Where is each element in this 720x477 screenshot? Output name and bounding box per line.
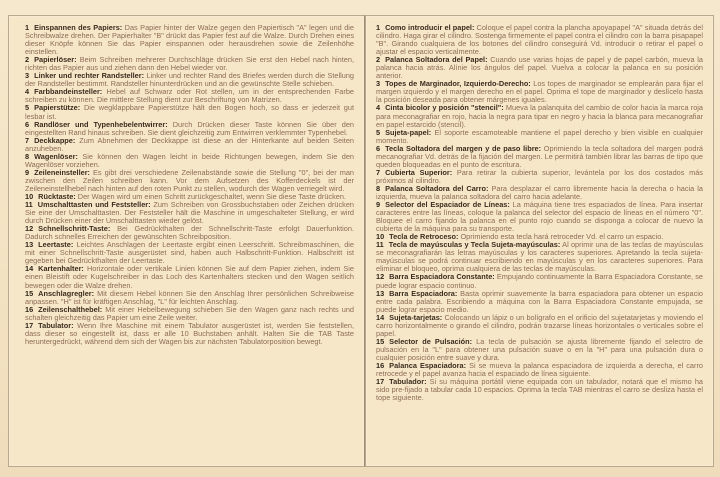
spanish-instruction-item [376, 104, 703, 128]
item-number: 6 [25, 119, 30, 129]
spanish-instructions-column [376, 24, 703, 462]
item-text: Linker und rechter Rand des Briefes werden durch die Stellung der Randsteller bestimmt. Randsteller hinunterdrücken und an die gewünschte Stelle schieben. [25, 71, 354, 89]
item-title: Deckkappe: [34, 135, 76, 145]
german-instruction-item [25, 290, 354, 306]
item-number: 8 [25, 151, 30, 161]
item-title: Selector del Espaciador de Líneas: [385, 200, 510, 210]
item-text: Los topes de marginador se emplearán para fijar el margen izquierdo y el margen derecho en el papel. Oprima el tope de marginador y deslícelo hasta la posición deseada para obtener márgenes iguales. [376, 79, 704, 105]
spanish-instruction-item [376, 169, 703, 185]
german-instruction-item [25, 137, 354, 153]
item-number: 5 [25, 103, 30, 113]
item-title: Como introducir el papel: [385, 23, 475, 32]
item-number: 2 [25, 55, 30, 65]
spanish-instruction-item [376, 129, 703, 145]
item-text: Oprimiendo la tecla soltadora del margen podrá mecanografiar Vd. detrás de la fijación del margen. Le permitirá también librar las barras de tipo que queden bloqueadas en el punto de escritura. [376, 143, 703, 169]
item-text: Mit einer Hebelbewegung schieben Sie den Wagen ganz nach rechts und schalten gleichzeitig das Papier um eine Zeile weiter. [25, 304, 354, 322]
item-text: Para desplazar el carro libremente hacia la derecha o hacia la izquierda, mueva la palanca soltadora del carro hacia adelante. [376, 183, 703, 201]
item-text: Mit diesem Hebel können Sie den Anschlag Ihrer persönlichen Schreibweise anpassen. "H" ist für kräftigen Anschlag, "L" für leichten Anschlag. [25, 288, 354, 306]
item-number: 9 [376, 200, 381, 210]
german-instruction-item [25, 88, 354, 104]
spanish-instructions-panel [365, 15, 714, 467]
item-number: 8 [376, 183, 381, 193]
item-title: Barra Espaciadora: [389, 288, 458, 298]
item-text: Durch Drücken dieser Taste können Sie über den eingestellten Rand hinaus schreiben. Sie dient gleichzeitig zum Entwirren verklemmter Typenhebel. [25, 119, 354, 137]
item-number: 11 [376, 240, 384, 250]
item-number: 12 [25, 224, 34, 234]
item-text: Leichtes Anschlagen der Leertaste ergibt einen Leerschritt. Schreibmaschinen, die mit einer Schnellschritt-Taste ausgerüstet sind, haben auch Halbschritt-Funktion. Halbschritt ist gegeben bei Gedrückthalten der Leertaste. [25, 240, 354, 266]
item-text: Si se mueva la palanca espaciadora de izquierda a derecha, el carro retrocede y el papel avanza hacia el espaciado de línea siguiente. [376, 360, 703, 379]
item-title: Palanca Soltadora del Papel: [385, 55, 488, 65]
item-title: Leertaste: [38, 240, 74, 250]
spanish-instruction-item [376, 378, 703, 402]
item-text: La máquina tiene tres espaciados de línea. Para insertar caracteres entre las líneas, coloque la palanca del selector del espacio de líneas en el número "0". Bloquee el carro fijando la palanca en el punto rojo cuando se disponga a colocar de nuevo la cubierta de la máquina para su transporte. [376, 200, 704, 234]
item-number: 14 [25, 264, 34, 274]
item-title: Sujeta-papel: [385, 127, 432, 137]
item-title: Umschalttasten und Feststeller: [37, 200, 151, 210]
german-instruction-item [25, 241, 354, 265]
item-number: 15 [25, 288, 34, 298]
item-text: Basta oprimir suavemente la barra espaciadora para obtener un espacio entre cada palabra. Escribiendo a máquina con la Barra Espaciadora Constante empujada, se puede lograr espacio medio. [376, 288, 703, 314]
item-number: 2 [376, 55, 381, 65]
spanish-instruction-item [376, 290, 703, 314]
item-title: Zeilenschalthebel: [38, 304, 103, 314]
item-text: Empujando continuamente la Barra Espaciadora Constante, se puede lograr espacio continuo. [376, 272, 704, 290]
item-title: Cubierta Superior: [385, 167, 453, 177]
spanish-instruction-item [376, 24, 703, 56]
german-instruction-item [25, 121, 354, 137]
item-number: 3 [376, 79, 381, 89]
item-text: Der Wagen wird um einen Schritt zurückgeschaltet, wenn Sie diese Taste drücken. [75, 191, 346, 201]
item-title: Selector de Pulsación: [389, 336, 473, 346]
item-text: Al oprimir una de las teclas de mayúsculas se meconagrafiarán las letras mayúsculas y los caracteres superiores. Apretando la tecla sujeta-mayúsculas se podrá continuar escribiendo en mayúsculas y en los caracteres superiores. Para eliminar el bloqueo, oprima cualquiera de las teclas de mayúsculas. [376, 240, 703, 274]
item-text: Horizontale oder vertikale Linien können Sie auf dem Papier ziehen, indem Sie einen Bleistift oder Kugelschreiber in das Loch des Kartenhalters stecken und den Wagen seitlich bewegen oder die Walze drehen. [25, 264, 354, 290]
item-number: 7 [25, 135, 30, 145]
spanish-instruction-item [376, 338, 703, 362]
item-title: Randlöser und Typenhebelentwirrer: [34, 119, 168, 129]
german-instruction-item [25, 24, 354, 56]
item-text: El soporte escamoteable mantiene el papel derecho y bien visible en cualquier momento. [376, 127, 703, 145]
german-instruction-item [25, 56, 354, 72]
item-number: 17 [25, 320, 34, 330]
item-number: 12 [376, 272, 385, 282]
item-title: Farbbandeinsteller: [34, 87, 103, 97]
german-instruction-item [25, 169, 354, 193]
item-title: Tecla Soltadora del margen y de paso libre: [385, 143, 542, 153]
item-text: Zum Abnehmen der Deckkappe ist diese an der Hinterkante auf beiden Seiten anzuheben. [25, 135, 354, 153]
item-number: 5 [376, 127, 381, 137]
german-instructions-column [25, 24, 354, 462]
german-instruction-item [25, 201, 354, 225]
spanish-instruction-item [376, 56, 703, 80]
item-title: Tecla de mayúsculas y Tecla Sujeta-mayúsculas: [388, 240, 561, 250]
item-text: Es gibt drei verschiedene Zeilenabstände sowie die Stellung "0", bei der man zwischen den Zeilen schreiben kann. Vor dem Aufsetzen des Kofferdeckels ist der Zeileneinstellhebel nach hinten auf den roten Punkt zu stellen, wodurch der Wagen verriegelt wird. [25, 167, 354, 193]
item-title: Anschlagregler: [38, 288, 95, 298]
item-text: Mueva la palanquita del cambio de color hacia la marca roja para meconagrafiar en rojo, hacia la negra para tipar en negro y hacia la blanca para mecanografiar en papel estarcido (stencil). [376, 103, 704, 129]
item-title: Schnellschritt-Taste: [38, 224, 111, 234]
item-number: 16 [25, 304, 34, 314]
item-text: Wenn Ihre Maschine mit einem Tabulator ausgerüstet ist, werden Sie feststellen, dass dieser so eingestellt ist, dass er alle 10 Buchstaben anhält. Halten Sie die TAB Taste heruntergedrückt, während dem sich der Wagen bis zur nächsten Tabulatorposition bewegt. [25, 320, 354, 346]
item-text: Cuando use varias hojas de papel y de papel carbón, mueva la palanca hacia atrás. Alínie los ángulos del papel. Vuelva a colocar la palanca en su posición anterior. [376, 55, 703, 81]
item-text: Coloque el papel contra la plancha apoyapapel "A" situada detrás del cilindro. Haga girar el cilindro. Sostenga firmemente el papel contra el cilindro con la barra pisapapel "B". Girando cualquiera de los botones del cilindro conseguirá Vd. introducir o retirar el papel o ajustar el espacio verticalmente. [376, 23, 703, 57]
item-title: Barra Espaciadora Constante: [389, 272, 495, 282]
item-title: Kartenhalter: [38, 264, 84, 274]
item-text: Zum Schreiben von Grossbuchstaben oder Zeichen drücken Sie eine der Umschalttasten. Der Feststeller hält die Maschine in umgeschalteter Stellung, er wird durch Drücken einer der Umschalttasten wieder gelöst. [25, 200, 354, 226]
german-instruction-item [25, 225, 354, 241]
item-text: Colocando un lápiz o un bolígrafo en el orificio del sujetatarjetas y moviendo el carro horizontalmente o girando el cilindro, podrán trazarse líneas horizontales o verticales sobre el papel. [376, 312, 703, 338]
german-instruction-item [25, 153, 354, 169]
item-number: 10 [25, 191, 34, 201]
item-number: 13 [376, 288, 385, 298]
item-number: 11 [25, 200, 33, 210]
item-number: 13 [25, 240, 34, 250]
item-title: Rücktaste: [38, 191, 76, 201]
item-text: Die wegklappbare Papierstütze hält den Bogen hoch, so dass er jederzeit gut lesbar ist. [25, 103, 354, 121]
item-title: Linker und rechter Randsteller: [34, 71, 145, 81]
spanish-instruction-item [376, 145, 703, 169]
item-text: Oprimiendo esta tecla hará retroceder Vd. el carro un espacio. [458, 232, 664, 242]
spanish-instruction-item [376, 241, 703, 273]
german-instruction-item [25, 265, 354, 289]
german-instruction-item [25, 72, 354, 88]
german-instruction-item [25, 306, 354, 322]
item-number: 4 [25, 87, 30, 97]
item-number: 16 [376, 360, 385, 370]
item-number: 6 [376, 143, 381, 153]
item-title: Papierstütze: [34, 103, 81, 113]
item-title: Topes de Marginador, Izquierdo-Derecho: [385, 79, 531, 89]
item-text: Das Papier hinter der Walze gegen den Papiertisch "A" legen und die Schreibwalze drehen. Der Papierhalter "B" drückt das Papier fest auf die Walze. Durch Drehen eines dieser Knöpfe können Sie das Papier einspannen oder herausdrehen sowie die Zeilenhöhe einstellen. [25, 23, 354, 57]
item-title: Wagenlöser: [34, 151, 78, 161]
item-number: 9 [25, 167, 30, 177]
item-number: 15 [376, 336, 385, 346]
item-text: Beim Schreiben mehrerer Durchschläge drücken Sie erst den Hebel nach hinten, richten das Papier aus und ziehen dann den Hebel wieder vor. [25, 55, 354, 73]
german-instruction-item [25, 322, 354, 346]
item-title: Papierlöser: [34, 55, 77, 65]
item-title: Sujeta-tarjetas: [389, 312, 443, 322]
item-title: Tabulador: [389, 377, 427, 387]
spanish-instruction-item [376, 80, 703, 104]
item-text: Hebel auf Schwarz oder Rot stellen, um in der entsprechenden Farbe schreiben zu können. Die mittlere Stellung dient zur Beschriftung von Matrizen. [25, 87, 354, 105]
item-number: 1 [25, 23, 30, 32]
spanish-instruction-item [376, 273, 703, 289]
spanish-instruction-item [376, 362, 703, 378]
spanish-instruction-item [376, 185, 703, 201]
item-text: Para retirar la cubierta superior, levántela por los dos costados más próximos al cilindro. [376, 167, 703, 185]
item-text: Sie können den Wagen leicht in beide Richtungen bewegen, indem Sie den Wagenlöser vorziehen. [25, 151, 354, 169]
item-number: 1 [376, 23, 381, 32]
item-title: Einspannen des Papiers: [34, 23, 123, 32]
item-text: Si su máquina portátil viene equipada con un tabulador, notará que el mismo ha sido pre-fijado a tabular cada 10 espacios. Oprima la tecla TAB mientras el carro se desliza hasta el tope siguiente. [376, 377, 703, 403]
item-number: 14 [376, 312, 385, 322]
german-instruction-item [25, 104, 354, 120]
item-text: Bei Gedrückthalten der Schnellschritt-Taste erfolgt Dauerfunktion. Dadurch schnelles Erreichen der gewünschten Schreibposition. [25, 224, 354, 242]
item-number: 7 [376, 167, 381, 177]
item-title: Tecla de Retroceso: [389, 232, 459, 242]
item-title: Zeileneinsteller: [34, 167, 91, 177]
item-title: Tabulator: [38, 320, 74, 330]
item-title: Cinta bicolor y posición "stencil": [385, 103, 504, 113]
german-instructions-panel [8, 15, 365, 467]
item-number: 10 [376, 232, 385, 242]
item-title: Palanca Soltadora del Carro: [385, 183, 489, 193]
item-title: Palanca Espaciadora: [389, 360, 467, 370]
item-number: 4 [376, 103, 381, 113]
spanish-instruction-item [376, 314, 703, 338]
item-number: 17 [376, 377, 385, 387]
item-text: La tecla de pulsación se ajusta libremente fijando el selectro de pulsación en la "L" para obtener una pulsación suave o en la "H" para una pulsación dura o cualquier posición entre suave y dura. [376, 336, 703, 362]
item-number: 3 [25, 71, 30, 81]
spanish-instruction-item [376, 201, 703, 233]
